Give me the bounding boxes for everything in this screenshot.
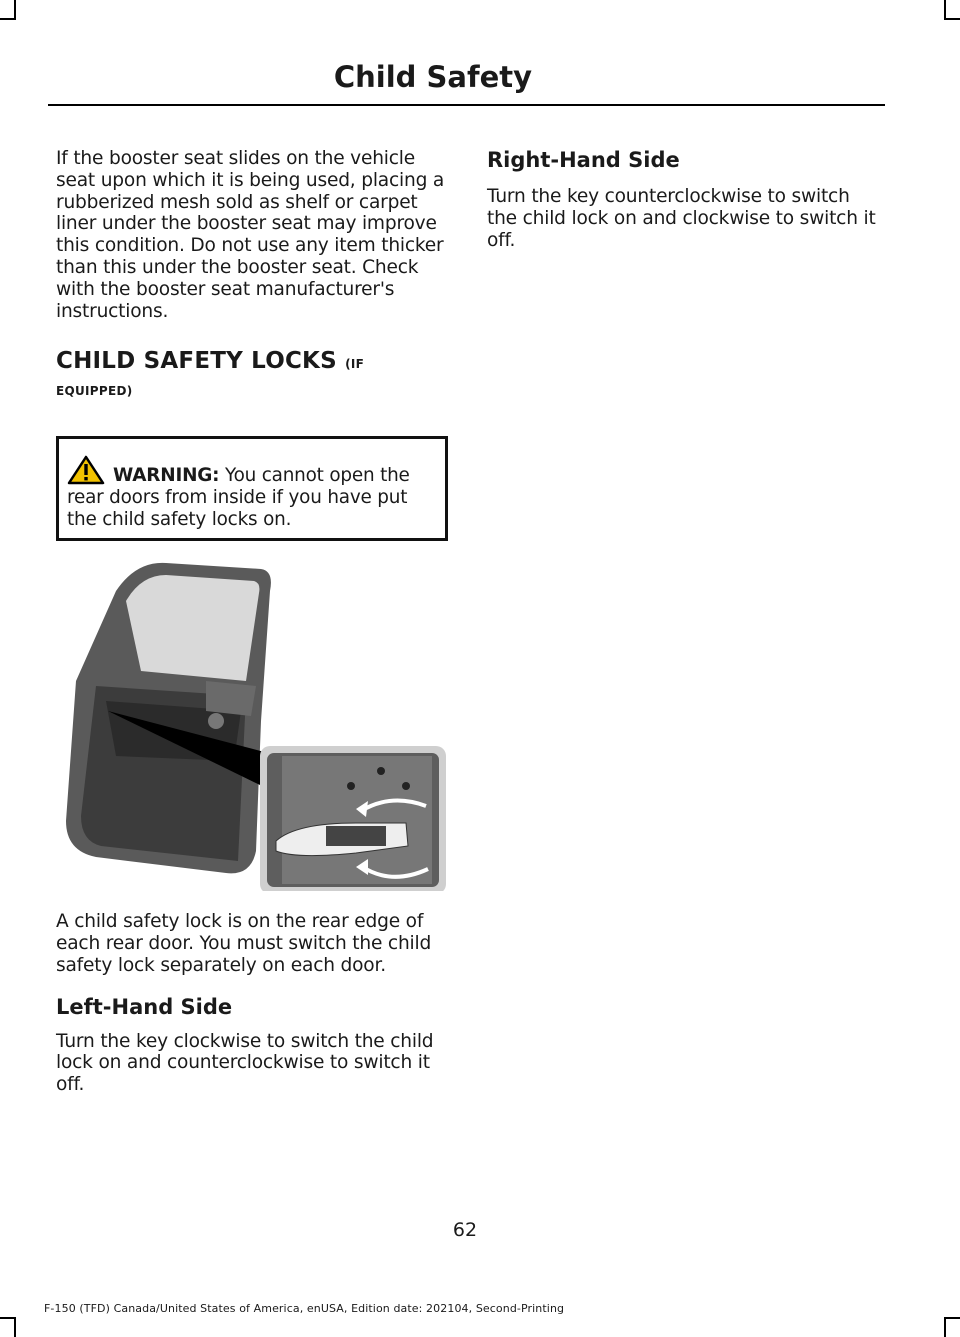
warning-box [56,436,448,541]
crop-mark [944,0,946,20]
location-paragraph: A child safety lock is on the rear edge of each rear door. You must switch the child safety lock separately on each door. [56,911,432,976]
right-hand-side-heading: Right-Hand Side [487,148,680,172]
crop-mark [944,1317,946,1337]
crop-mark [944,18,960,20]
crop-mark [944,1317,960,1319]
crop-mark [0,1317,16,1319]
section-title-suffix: (IF [345,357,365,372]
left-column [56,148,448,1096]
left-hand-side-heading: Left-Hand Side [56,994,233,1019]
page-title: Child Safety [333,60,532,94]
section-title: CHILD SAFETY LOCKS [56,348,337,375]
crop-mark [14,0,16,20]
left-hand-side-text: Turn the key clockwise to switch the child lock on and counterclockwise to switch it off. [56,1030,434,1096]
right-hand-side-text: Turn the key counterclockwise to switch the child lock on and clockwise to switch it off. [487,186,876,251]
page-header [0,60,930,94]
page-number: 62 [452,1219,478,1241]
crop-mark [14,1317,16,1337]
right-column [487,148,879,251]
section-heading [56,348,448,398]
door-illustration [56,561,448,891]
page-footer: F-150 (TFD) Canada/United States of America, enUSA, Edition date: 202104, Second-Printing [44,1302,565,1315]
intro-paragraph: If the booster seat slides on the vehicle seat upon which it is being used, placing a rubberized mesh sold as shelf or carpet liner under the booster seat may improve this condition. Do not use any item thicker than this under the booster seat. Check with the booster seat manufacturer's instructions. [56,148,445,322]
warning-text: You cannot open the rear doors from inside if you have put the child safety locks on. [67,465,410,530]
child-lock-illustration [56,561,448,891]
header-divider [48,104,885,106]
warning-label: WARNING: [113,465,220,487]
crop-mark [0,18,16,20]
warning-triangle-icon [67,455,105,485]
section-title-suffix-cont: EQUIPPED) [56,384,133,399]
